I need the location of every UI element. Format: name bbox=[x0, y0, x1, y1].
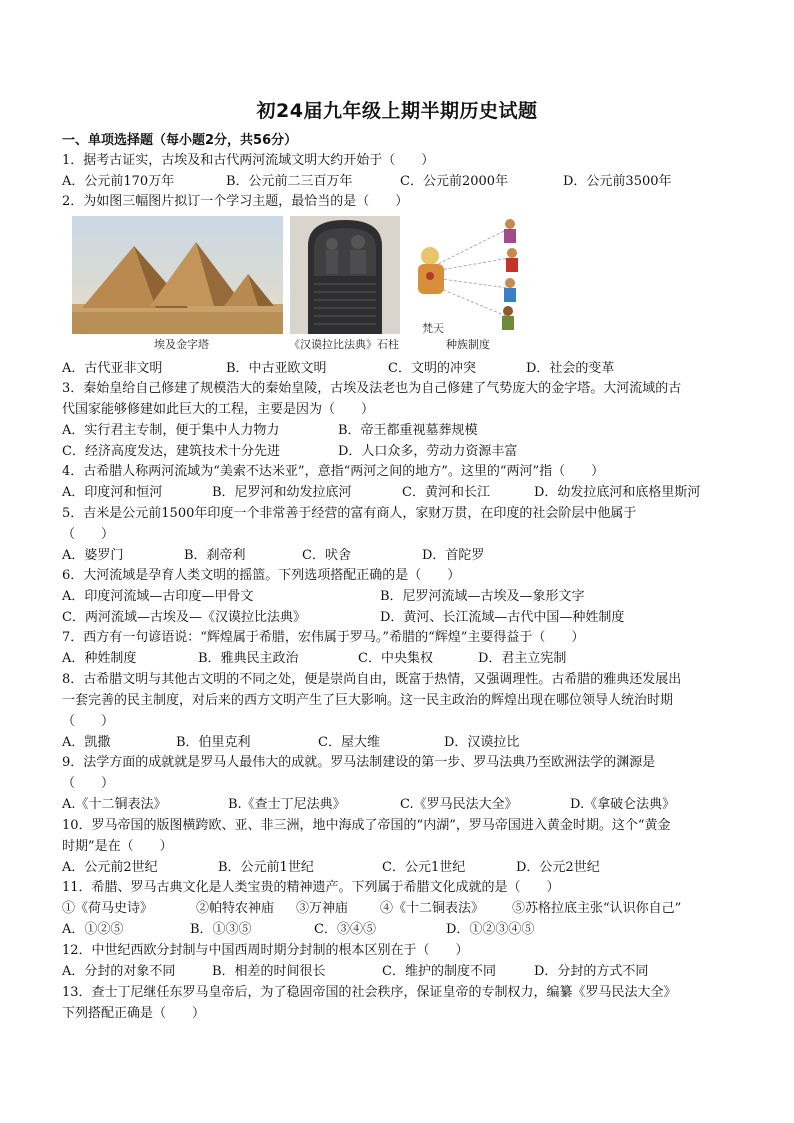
q6-option-a[interactable]: A．印度河流域—古印度—甲骨文 bbox=[62, 589, 254, 604]
q5-option-b[interactable]: B．刹帝利 bbox=[184, 548, 246, 563]
q12-option-a[interactable]: A．分封的对象不同 bbox=[62, 964, 176, 979]
q11-option-a[interactable]: A．①②⑤ bbox=[62, 922, 124, 937]
q5-option-a[interactable]: A．婆罗门 bbox=[62, 548, 124, 563]
q10-option-d[interactable]: D．公元2世纪 bbox=[516, 860, 600, 875]
q1-option-a[interactable]: A．公元前170万年 bbox=[62, 174, 175, 189]
q9-stem-2: （ ） bbox=[62, 776, 115, 791]
q8-option-d[interactable]: D．汉谟拉比 bbox=[444, 735, 520, 750]
q10-stem-2: 时期”是在（ ） bbox=[62, 839, 173, 854]
q6-stem: 6．大河流域是孕育人类文明的摇篮。下列选项搭配正确的是（ ） bbox=[62, 568, 461, 583]
q12-option-b[interactable]: B．相差的时间很长 bbox=[212, 964, 326, 979]
q12-stem: 12．中世纪西欧分封制与中国西周时期分封制的根本区别在于（ ） bbox=[62, 943, 469, 958]
q8-stem-3: （ ） bbox=[62, 714, 115, 729]
q5-option-c[interactable]: C．吠舍 bbox=[302, 548, 351, 563]
caption-hammurabi: 《汉谟拉比法典》石柱 bbox=[289, 338, 399, 351]
q9-option-b[interactable]: B.《查士丁尼法典》 bbox=[228, 797, 346, 812]
q13-stem-2: 下列搭配正确是（ ） bbox=[62, 1006, 206, 1021]
pyramids-image bbox=[72, 216, 283, 334]
q11-item-3: ③万神庙 bbox=[296, 901, 349, 916]
q5-stem-1: 5．吉米是公元前1500年印度一个非常善于经营的富有商人，家财万贯，在印度的社会阶层中他属于 bbox=[62, 506, 637, 521]
q1-option-b[interactable]: B．公元前二三百万年 bbox=[226, 174, 353, 189]
q11-item-5: ⑤苏格拉底主张“认识你自己” bbox=[512, 901, 682, 916]
q11-item-4: ④《十二铜表法》 bbox=[380, 901, 485, 916]
q6-option-b[interactable]: B．尼罗河流域—古埃及—象形文字 bbox=[380, 589, 585, 604]
q7-stem: 7．西方有一句谚语说：“辉煌属于希腊，宏伟属于罗马。”希腊的“辉煌”主要得益于（ ） bbox=[62, 630, 585, 645]
q13-stem-1: 13．查士丁尼继任东罗马皇帝后，为了稳固帝国的社会秩序，保证皇帝的专制权力，编纂《罗马民法大全》 bbox=[62, 985, 677, 1000]
q3-stem-2: 代国家能够修建如此巨大的工程，主要是因为（ ） bbox=[62, 402, 375, 417]
q3-option-d[interactable]: D．人口众多，劳动力资源丰富 bbox=[338, 444, 518, 459]
section-heading: 一、单项选择题（每小题2分，共56分） bbox=[62, 133, 298, 148]
q6-option-c[interactable]: C．两河流域—古埃及—《汉谟拉比法典》 bbox=[62, 610, 306, 625]
fantian-label: 梵天 bbox=[422, 322, 444, 335]
q8-option-c[interactable]: C．屋大维 bbox=[318, 735, 380, 750]
q2-option-c[interactable]: C．文明的冲突 bbox=[388, 361, 476, 376]
q11-option-c[interactable]: C．③④⑤ bbox=[314, 922, 376, 937]
q11-item-1: ①《荷马史诗》 bbox=[62, 901, 154, 916]
q10-option-b[interactable]: B．公元前1世纪 bbox=[218, 860, 314, 875]
hammurabi-stele-image bbox=[290, 216, 400, 334]
q4-stem: 4．古希腊人称两河流域为“美索不达米亚”，意指“两河之间的地方”。这里的“两河”指（ ） bbox=[62, 464, 605, 479]
q8-option-a[interactable]: A．凯撒 bbox=[62, 735, 111, 750]
q2-option-a[interactable]: A．古代亚非文明 bbox=[62, 361, 163, 376]
q4-option-c[interactable]: C．黄河和长江 bbox=[402, 485, 490, 500]
q6-option-d[interactable]: D．黄河、长江流域—古代中国—种姓制度 bbox=[380, 610, 625, 625]
q7-option-b[interactable]: B．雅典民主政治 bbox=[198, 651, 299, 666]
q10-option-a[interactable]: A．公元前2世纪 bbox=[62, 860, 158, 875]
q7-option-a[interactable]: A．种姓制度 bbox=[62, 651, 137, 666]
q1-stem: 1．据考古证实，古埃及和古代两河流域文明大约开始于（ ） bbox=[62, 153, 435, 168]
q9-option-c[interactable]: C.《罗马民法大全》 bbox=[400, 797, 518, 812]
q8-option-b[interactable]: B．伯里克利 bbox=[176, 735, 251, 750]
page-title: 初24届九年级上期半期历史试题 bbox=[256, 100, 538, 122]
q10-stem-1: 10．罗马帝国的版图横跨欧、亚、非三洲，地中海成了帝国的“内湖”，罗马帝国进入黄金时期。这个“黄金 bbox=[62, 818, 671, 833]
q1-option-c[interactable]: C．公元前2000年 bbox=[400, 174, 509, 189]
q2-option-d[interactable]: D．社会的变革 bbox=[526, 361, 615, 376]
caste-system-image bbox=[406, 216, 530, 334]
q12-option-d[interactable]: D．分封的方式不同 bbox=[534, 964, 649, 979]
q9-stem-1: 9．法学方面的成就就是罗马人最伟大的成就。罗马法制建设的第一步、罗马法典乃至欧洲法学的渊源是 bbox=[62, 755, 656, 770]
caption-pyramids: 埃及金字塔 bbox=[154, 338, 209, 351]
q3-option-b[interactable]: B．帝王都重视墓葬规模 bbox=[338, 423, 478, 438]
q7-option-d[interactable]: D．君主立宪制 bbox=[478, 651, 567, 666]
q5-stem-2: （ ） bbox=[62, 527, 115, 542]
q10-option-c[interactable]: C．公元1世纪 bbox=[382, 860, 466, 875]
q9-option-d[interactable]: D.《拿破仑法典》 bbox=[570, 797, 676, 812]
q12-option-c[interactable]: C．维护的制度不同 bbox=[382, 964, 496, 979]
q4-option-b[interactable]: B．尼罗河和幼发拉底河 bbox=[212, 485, 352, 500]
q7-option-c[interactable]: C．中央集权 bbox=[358, 651, 433, 666]
q5-option-d[interactable]: D．首陀罗 bbox=[422, 548, 485, 563]
q3-stem-1: 3．秦始皇给自己修建了规模浩大的秦始皇陵，古埃及法老也为自己修建了气势庞大的金字塔。大河流域的古 bbox=[62, 381, 682, 396]
q1-option-d[interactable]: D．公元前3500年 bbox=[563, 174, 672, 189]
q4-option-d[interactable]: D．幼发拉底河和底格里斯河 bbox=[534, 485, 701, 500]
q8-stem-1: 8．古希腊文明与其他古文明的不同之处，便是崇尚自由，既富于热情，又强调理性。古希腊的雅典还发展出 bbox=[62, 672, 682, 687]
q8-stem-2: 一套完善的民主制度，对后来的西方文明产生了巨大影响。这一民主政治的辉煌出现在哪位领导人统治时期 bbox=[62, 693, 674, 708]
caption-caste: 种族制度 bbox=[446, 338, 490, 351]
q3-option-c[interactable]: C．经济高度发达，建筑技术十分先进 bbox=[62, 444, 280, 459]
q11-item-2: ②帕特农神庙 bbox=[196, 901, 275, 916]
q2-option-b[interactable]: B．中古亚欧文明 bbox=[226, 361, 327, 376]
q11-option-d[interactable]: D．①②③④⑤ bbox=[446, 922, 535, 937]
q4-option-a[interactable]: A．印度河和恒河 bbox=[62, 485, 163, 500]
q2-stem: 2．为如图三幅图片拟订一个学习主题，最恰当的是（ ） bbox=[62, 194, 409, 209]
q3-option-a[interactable]: A．实行君主专制，便于集中人力物力 bbox=[62, 423, 280, 438]
q11-option-b[interactable]: B．①③⑤ bbox=[190, 922, 252, 937]
q9-option-a[interactable]: A.《十二铜表法》 bbox=[62, 797, 167, 812]
q11-stem: 11．希腊、罗马古典文化是人类宝贵的精神遗产。下列属于希腊文化成就的是（ ） bbox=[62, 880, 560, 895]
